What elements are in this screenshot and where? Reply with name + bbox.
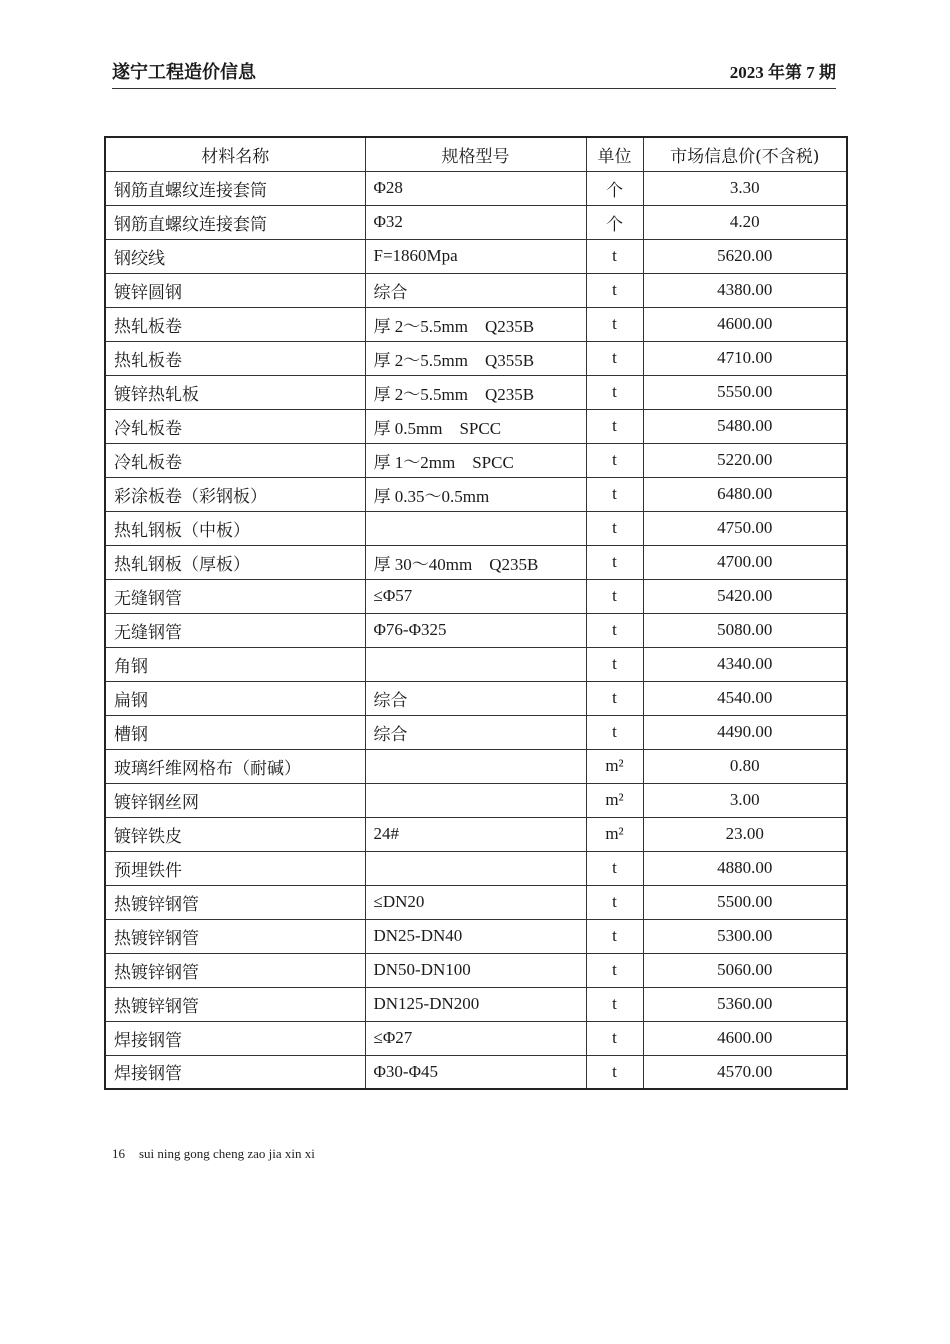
- cell-spec-model: 厚 2～5.5mm Q235B: [365, 307, 586, 341]
- cell-material-name: 热轧钢板（中板）: [105, 511, 365, 545]
- cell-material-name: 热轧板卷: [105, 341, 365, 375]
- table-row: [105, 477, 847, 511]
- table-body: [105, 171, 847, 1089]
- cell-unit: t: [586, 953, 643, 987]
- cell-spec-model: Φ76-Φ325: [365, 613, 586, 647]
- cell-material-name: 镀锌热轧板: [105, 375, 365, 409]
- cell-spec-model: Φ32: [365, 205, 586, 239]
- table-row: [105, 511, 847, 545]
- table-row: [105, 851, 847, 885]
- cell-unit: t: [586, 375, 643, 409]
- cell-material-name: 热镀锌钢管: [105, 885, 365, 919]
- cell-unit: t: [586, 613, 643, 647]
- cell-material-name: 扁钢: [105, 681, 365, 715]
- cell-spec-model: 厚 1～2mm SPCC: [365, 443, 586, 477]
- cell-price: 23.00: [643, 817, 847, 851]
- table-row: [105, 205, 847, 239]
- cell-price: 5550.00: [643, 375, 847, 409]
- cell-spec-model: DN50-DN100: [365, 953, 586, 987]
- cell-spec-model: 厚 2～5.5mm Q235B: [365, 375, 586, 409]
- cell-spec-model: 综合: [365, 681, 586, 715]
- table-row: [105, 579, 847, 613]
- table-row: [105, 409, 847, 443]
- cell-material-name: 冷轧板卷: [105, 443, 365, 477]
- issue-number: 2023 年第 7 期: [729, 63, 836, 82]
- cell-unit: t: [586, 239, 643, 273]
- cell-unit: t: [586, 307, 643, 341]
- cell-unit: t: [586, 715, 643, 749]
- cell-unit: m²: [586, 783, 643, 817]
- cell-unit: t: [586, 885, 643, 919]
- cell-price: 4700.00: [643, 545, 847, 579]
- cell-unit: t: [586, 1055, 643, 1089]
- cell-price: 6480.00: [643, 477, 847, 511]
- cell-price: 5620.00: [643, 239, 847, 273]
- cell-unit: 个: [586, 205, 643, 239]
- cell-spec-model: Φ28: [365, 171, 586, 205]
- cell-material-name: 热镀锌钢管: [105, 987, 365, 1021]
- footer-text: sui ning gong cheng zao jia xin xi: [139, 1146, 315, 1161]
- cell-price: 5360.00: [643, 987, 847, 1021]
- table-row: [105, 273, 847, 307]
- cell-unit: t: [586, 545, 643, 579]
- cell-unit: t: [586, 443, 643, 477]
- cell-spec-model: [365, 511, 586, 545]
- table-row: [105, 885, 847, 919]
- cell-spec-model: DN125-DN200: [365, 987, 586, 1021]
- cell-price: 5300.00: [643, 919, 847, 953]
- table-row: [105, 987, 847, 1021]
- table-row: [105, 443, 847, 477]
- cell-price: 4710.00: [643, 341, 847, 375]
- cell-price: 4600.00: [643, 1021, 847, 1055]
- cell-price: 5080.00: [643, 613, 847, 647]
- cell-material-name: 钢筋直螺纹连接套筒: [105, 205, 365, 239]
- cell-material-name: 热镀锌钢管: [105, 919, 365, 953]
- cell-unit: t: [586, 579, 643, 613]
- cell-spec-model: [365, 647, 586, 681]
- table-row: [105, 817, 847, 851]
- cell-spec-model: ≤Φ27: [365, 1021, 586, 1055]
- cell-unit: t: [586, 273, 643, 307]
- cell-material-name: 焊接钢管: [105, 1021, 365, 1055]
- cell-unit: t: [586, 341, 643, 375]
- page-number: 16: [112, 1146, 125, 1161]
- table-row: [105, 1021, 847, 1055]
- page-footer: [112, 1146, 315, 1162]
- cell-spec-model: 综合: [365, 715, 586, 749]
- table-row: [105, 239, 847, 273]
- cell-price: 5500.00: [643, 885, 847, 919]
- cell-spec-model: 厚 2～5.5mm Q355B: [365, 341, 586, 375]
- cell-material-name: 热轧板卷: [105, 307, 365, 341]
- cell-price: 5220.00: [643, 443, 847, 477]
- cell-spec-model: 综合: [365, 273, 586, 307]
- cell-material-name: 角钢: [105, 647, 365, 681]
- cell-unit: t: [586, 987, 643, 1021]
- cell-spec-model: ≤Φ57: [365, 579, 586, 613]
- cell-spec-model: ≤DN20: [365, 885, 586, 919]
- cell-spec-model: DN25-DN40: [365, 919, 586, 953]
- cell-unit: t: [586, 409, 643, 443]
- cell-price: 4880.00: [643, 851, 847, 885]
- cell-material-name: 镀锌铁皮: [105, 817, 365, 851]
- header-market-price: 市场信息价(不含税): [643, 137, 847, 171]
- table-row: [105, 953, 847, 987]
- cell-spec-model: [365, 851, 586, 885]
- table-row: [105, 545, 847, 579]
- table-header-row: [105, 137, 847, 171]
- cell-material-name: 无缝钢管: [105, 613, 365, 647]
- table-row: [105, 783, 847, 817]
- cell-material-name: 无缝钢管: [105, 579, 365, 613]
- table-row: [105, 749, 847, 783]
- cell-spec-model: F=1860Mpa: [365, 239, 586, 273]
- header-material-name: 材料名称: [105, 137, 365, 171]
- cell-spec-model: 厚 0.5mm SPCC: [365, 409, 586, 443]
- cell-material-name: 热镀锌钢管: [105, 953, 365, 987]
- cell-material-name: 镀锌钢丝网: [105, 783, 365, 817]
- material-price-table: [104, 136, 848, 1090]
- cell-material-name: 玻璃纤维网格布（耐碱）: [105, 749, 365, 783]
- cell-spec-model: 厚 0.35～0.5mm: [365, 477, 586, 511]
- header-unit: 单位: [586, 137, 643, 171]
- table-row: [105, 1055, 847, 1089]
- table-row: [105, 647, 847, 681]
- cell-unit: t: [586, 919, 643, 953]
- cell-unit: m²: [586, 749, 643, 783]
- cell-material-name: 彩涂板卷（彩钢板）: [105, 477, 365, 511]
- page-header: [112, 58, 836, 89]
- publication-title: 遂宁工程造价信息: [112, 62, 256, 83]
- cell-price: 4540.00: [643, 681, 847, 715]
- cell-spec-model: [365, 749, 586, 783]
- cell-unit: 个: [586, 171, 643, 205]
- cell-unit: t: [586, 647, 643, 681]
- table-row: [105, 715, 847, 749]
- cell-price: 5480.00: [643, 409, 847, 443]
- cell-price: 4340.00: [643, 647, 847, 681]
- cell-price: 5060.00: [643, 953, 847, 987]
- cell-spec-model: 厚 30～40mm Q235B: [365, 545, 586, 579]
- cell-spec-model: [365, 783, 586, 817]
- cell-material-name: 焊接钢管: [105, 1055, 365, 1089]
- table-row: [105, 919, 847, 953]
- cell-material-name: 冷轧板卷: [105, 409, 365, 443]
- cell-unit: m²: [586, 817, 643, 851]
- table-row: [105, 341, 847, 375]
- cell-price: 4.20: [643, 205, 847, 239]
- cell-price: 4750.00: [643, 511, 847, 545]
- cell-unit: t: [586, 477, 643, 511]
- cell-price: 4570.00: [643, 1055, 847, 1089]
- cell-unit: t: [586, 511, 643, 545]
- cell-price: 3.30: [643, 171, 847, 205]
- cell-unit: t: [586, 681, 643, 715]
- cell-material-name: 镀锌圆钢: [105, 273, 365, 307]
- cell-unit: t: [586, 851, 643, 885]
- cell-price: 4490.00: [643, 715, 847, 749]
- table-row: [105, 375, 847, 409]
- header-spec-model: 规格型号: [365, 137, 586, 171]
- cell-unit: t: [586, 1021, 643, 1055]
- cell-material-name: 热轧钢板（厚板）: [105, 545, 365, 579]
- table-row: [105, 307, 847, 341]
- cell-price: 3.00: [643, 783, 847, 817]
- cell-spec-model: 24#: [365, 817, 586, 851]
- cell-price: 4600.00: [643, 307, 847, 341]
- cell-spec-model: Φ30-Φ45: [365, 1055, 586, 1089]
- cell-price: 5420.00: [643, 579, 847, 613]
- table-row: [105, 681, 847, 715]
- cell-price: 0.80: [643, 749, 847, 783]
- cell-material-name: 钢绞线: [105, 239, 365, 273]
- table-row: [105, 171, 847, 205]
- cell-price: 4380.00: [643, 273, 847, 307]
- table-row: [105, 613, 847, 647]
- cell-material-name: 钢筋直螺纹连接套筒: [105, 171, 365, 205]
- cell-material-name: 预埋铁件: [105, 851, 365, 885]
- cell-material-name: 槽钢: [105, 715, 365, 749]
